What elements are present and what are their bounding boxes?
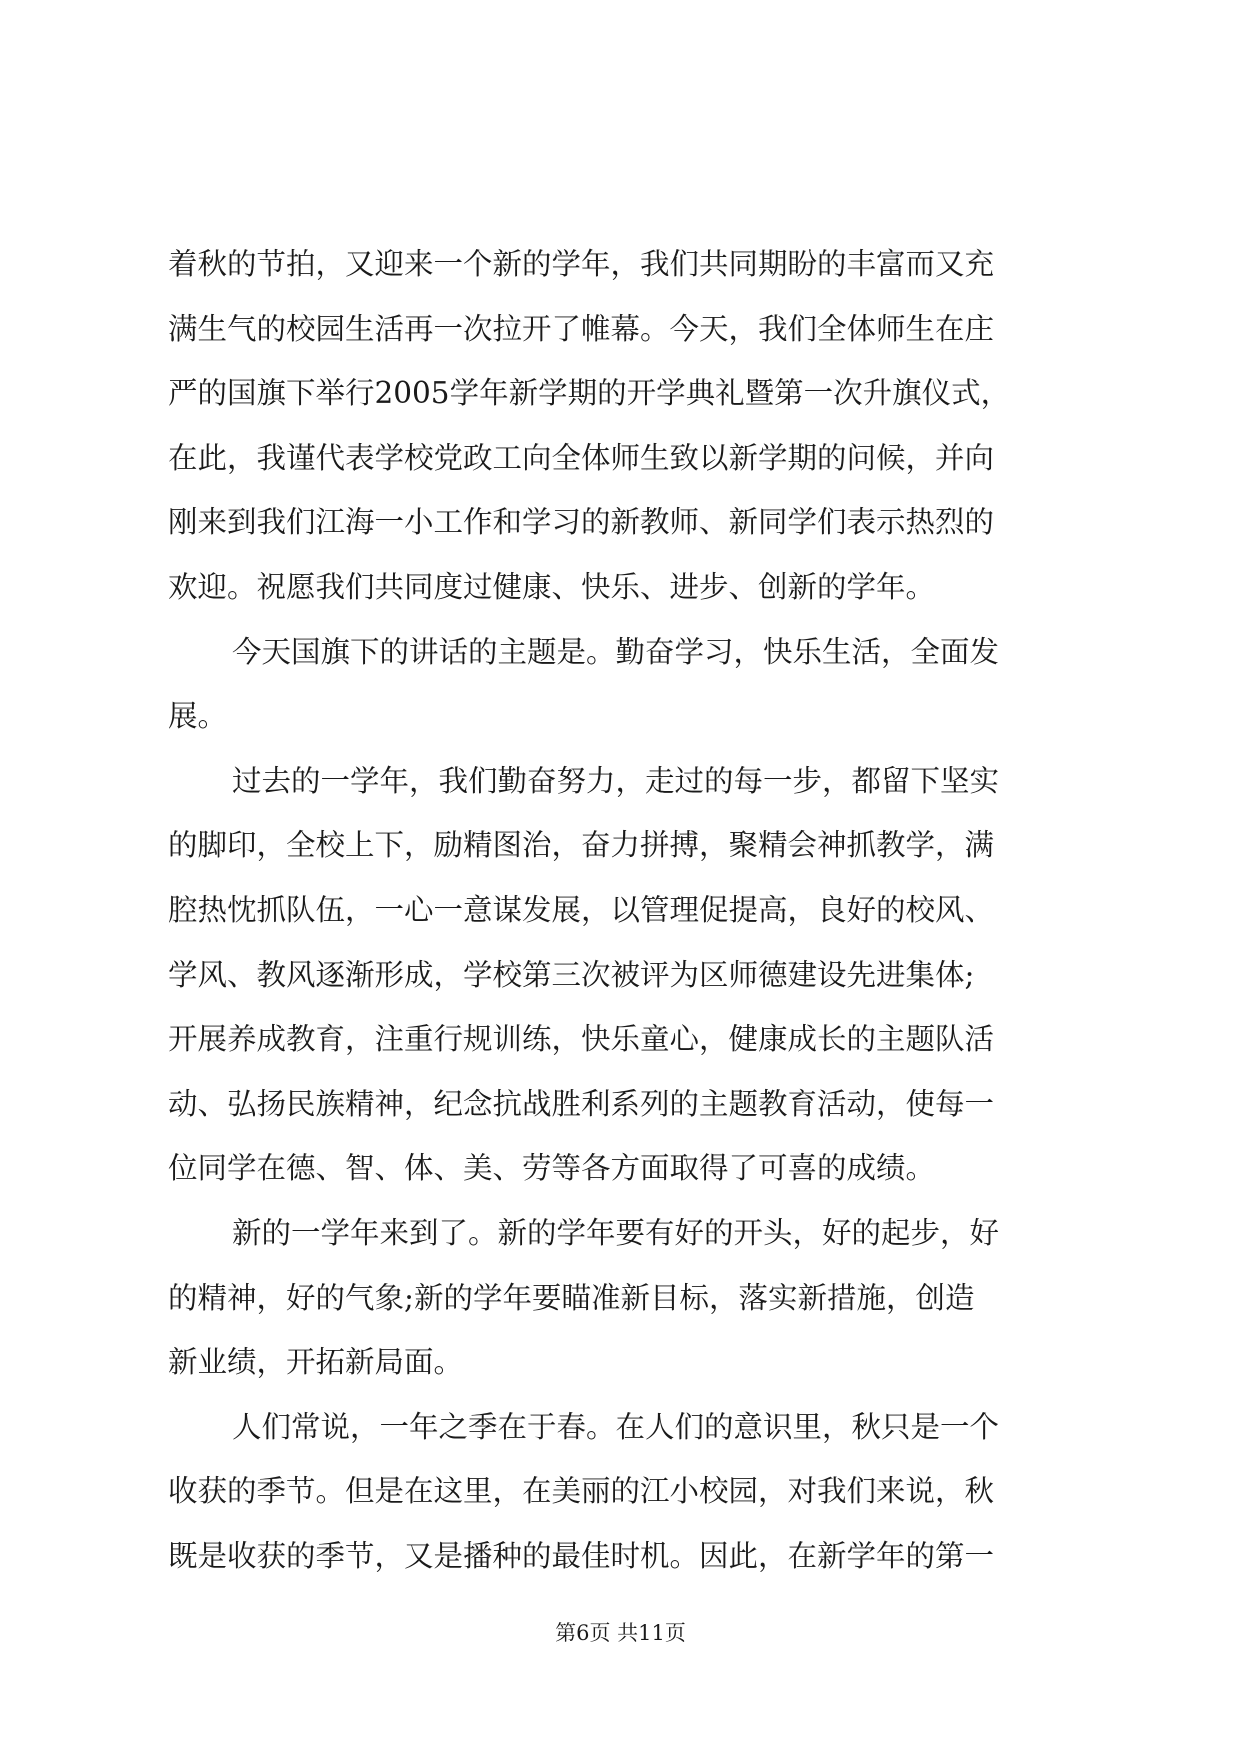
text-line: 欢迎。祝愿我们共同度过健康、快乐、进步、创新的学年。 — [168, 569, 936, 604]
text-line: 严的国旗下举行2005学年新学期的开学典礼暨第一次升旗仪式， — [168, 376, 1011, 411]
text-line: 收获的季节。但是在这里，在美丽的江小校园，对我们来说，秋 — [168, 1474, 995, 1509]
paragraph-first-line: 人们常说，一年之季在于春。在人们的意识里，秋只是一个 — [232, 1409, 1000, 1444]
paragraph-first-line: 今天国旗下的讲话的主题是。勤奋学习，快乐生活，全面发 — [232, 634, 1000, 669]
text-line: 开展养成教育，注重行规训练，快乐童心，健康成长的主题队活 — [168, 1022, 995, 1057]
text-line: 既是收获的季节，又是播种的最佳时机。因此，在新学年的第一 — [168, 1538, 995, 1573]
paragraph-first-line: 新的一学年来到了。新的学年要有好的开头，好的起步，好 — [232, 1215, 1000, 1250]
text-line: 腔热忱抓队伍，一心一意谋发展，以管理促提高，良好的校风、 — [168, 892, 995, 927]
page-number-footer: 第6页 共11页 — [555, 1621, 686, 1645]
text-line: 展。 — [168, 699, 228, 734]
text-line: 动、弘扬民族精神，纪念抗战胜利系列的主题教育活动，使每一 — [168, 1086, 995, 1121]
paragraph-first-line: 过去的一学年，我们勤奋努力，走过的每一步，都留下坚实 — [232, 763, 1000, 798]
text-line: 在此，我谨代表学校党政工向全体师生致以新学期的问候，并向 — [168, 440, 995, 475]
text-line: 新业绩，开拓新局面。 — [168, 1345, 464, 1380]
text-line: 满生气的校园生活再一次拉开了帷幕。今天，我们全体师生在庄 — [168, 311, 995, 346]
text-line: 刚来到我们江海一小工作和学习的新教师、新同学们表示热烈的 — [168, 505, 995, 540]
text-line: 学风、教风逐渐形成，学校第三次被评为区师德建设先进集体; — [168, 957, 975, 992]
text-line: 位同学在德、智、体、美、劳等各方面取得了可喜的成绩。 — [168, 1151, 936, 1186]
body-text — [168, 232, 1088, 1588]
text-line: 的脚印，全校上下，励精图治，奋力拼搏，聚精会神抓教学，满 — [168, 828, 995, 863]
text-line: 的精神，好的气象;新的学年要瞄准新目标，落实新措施，创造 — [168, 1280, 975, 1315]
text-line: 着秋的节拍，又迎来一个新的学年，我们共同期盼的丰富而又充 — [168, 247, 995, 281]
